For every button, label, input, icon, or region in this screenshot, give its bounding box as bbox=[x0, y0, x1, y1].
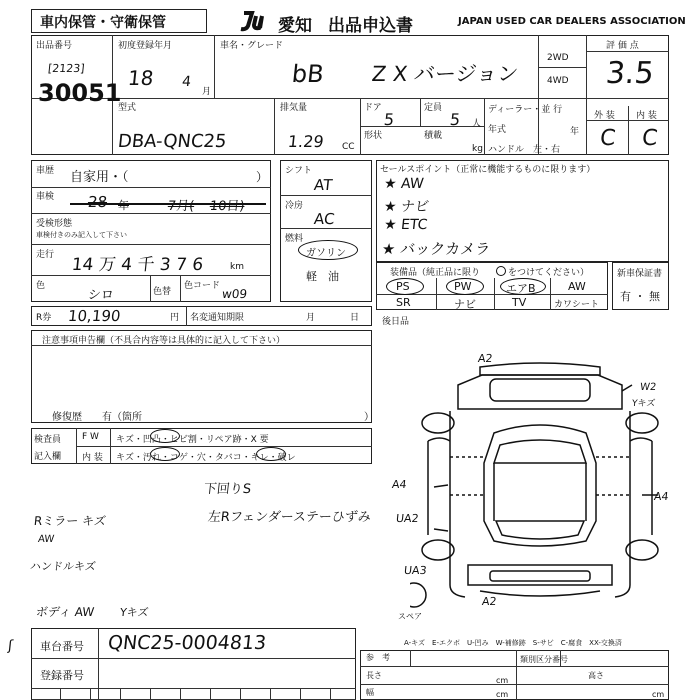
car-diagram bbox=[410, 345, 670, 615]
ext-int-div bbox=[628, 106, 629, 155]
shape-label: 形状 bbox=[364, 131, 383, 141]
dealer-parallel-label: ディーラー・並 行 bbox=[488, 105, 563, 115]
four-wd-label: 4WD bbox=[547, 76, 569, 86]
note-fender: 左Rフェンダーステーひずみ bbox=[207, 510, 372, 525]
mark-a2-top: A2 bbox=[477, 352, 494, 365]
dim-length-cm: cm bbox=[496, 676, 509, 685]
recycle-label: R券 bbox=[36, 313, 52, 323]
equipment-circle-icon bbox=[496, 266, 506, 276]
car-name-label: 車名・グレード bbox=[220, 41, 284, 51]
inspector-mid bbox=[76, 446, 372, 447]
warranty-options: 有 ・ 無 bbox=[620, 290, 660, 303]
color-div-2 bbox=[180, 275, 181, 302]
entry-col-label: 記入欄 bbox=[34, 452, 62, 462]
fuel-selected: ガソリン bbox=[306, 248, 346, 259]
shaken-year: 28 bbox=[87, 193, 109, 211]
chassis-label: 車台番号 bbox=[40, 640, 84, 653]
first-reg-label: 初度登録年月 bbox=[118, 41, 173, 51]
equip-pw: PW bbox=[454, 280, 472, 293]
hist-line-3 bbox=[31, 244, 271, 245]
mileage-value: 14 万 4 千 3 7 6 bbox=[70, 255, 205, 275]
color-label: 色 bbox=[36, 281, 46, 291]
note-aw: AW bbox=[37, 534, 55, 545]
fw-dent-circle bbox=[150, 429, 180, 443]
load-label: 積載 bbox=[424, 131, 443, 141]
equip-airbag: エアB bbox=[506, 282, 536, 295]
receive-form-label: 受検形態 bbox=[36, 219, 73, 229]
score-value: 3.5 bbox=[604, 56, 656, 91]
col-div-3 bbox=[538, 35, 539, 155]
cap-div bbox=[420, 98, 421, 126]
wd-divider bbox=[538, 67, 586, 68]
history-value: 自家用・（ bbox=[70, 170, 129, 185]
reg-no-label: 登録番号 bbox=[40, 669, 84, 682]
mark-a4-right: A4 bbox=[653, 490, 670, 503]
kg-label: kg bbox=[472, 144, 483, 154]
equip-div-2 bbox=[494, 278, 495, 310]
color-change-label: 色替 bbox=[153, 287, 172, 297]
exterior-grade: C bbox=[598, 126, 617, 151]
mark-ua3: UA3 bbox=[403, 564, 428, 577]
interior-label: 内 装 bbox=[636, 111, 657, 121]
shape-line bbox=[360, 126, 484, 127]
interior-items: キズ・汚れ・コゲ・穴・タバコ・キレ・破レ bbox=[116, 453, 296, 463]
cooler-label: 冷房 bbox=[285, 201, 304, 211]
note-y-scratch: Yキズ bbox=[119, 606, 150, 619]
ju-logo-icon bbox=[238, 10, 276, 32]
equip-navi: ナビ bbox=[454, 298, 476, 311]
col-div-2 bbox=[214, 35, 215, 98]
dim-line-1 bbox=[360, 666, 669, 667]
mark-ua2: UA2 bbox=[395, 512, 420, 525]
day-label: 日 bbox=[350, 313, 360, 323]
color-code-value: w09 bbox=[221, 287, 248, 301]
dim-height-label: 高さ bbox=[588, 671, 604, 680]
org-name: 愛知 bbox=[278, 16, 312, 36]
interior-grade: C bbox=[640, 126, 659, 151]
interior-row-label: 内 装 bbox=[82, 453, 103, 463]
top-row-divider bbox=[31, 98, 669, 99]
bottom-cell-1 bbox=[60, 688, 61, 700]
lot-prefix: [2123] bbox=[47, 62, 86, 75]
equipment-label-end: をつけてください） bbox=[508, 268, 590, 278]
score-label-line bbox=[586, 51, 669, 52]
car-name-value: bB bbox=[290, 60, 326, 88]
spare-label: スペア bbox=[398, 612, 422, 621]
bottom-cell-5 bbox=[180, 688, 181, 700]
shift-label: シフト bbox=[285, 166, 313, 176]
equip-ps: PS bbox=[396, 280, 410, 293]
recycle-div bbox=[186, 306, 187, 326]
grade-value: Z X バージョン bbox=[370, 62, 520, 86]
bottom-cell-2 bbox=[90, 688, 91, 700]
model-value: DBA-QNC25 bbox=[116, 131, 228, 152]
association-name: JAPAN USED CAR DEALERS ASSOCIATION bbox=[458, 16, 686, 27]
shaken-month: 7月( bbox=[167, 199, 195, 214]
bottom-cell-3 bbox=[120, 688, 121, 700]
cooler-value: AC bbox=[313, 210, 336, 228]
shaken-day: 10日) bbox=[209, 199, 246, 214]
selling-point-4: ★ バックカメラ bbox=[381, 240, 492, 258]
shift-line-1 bbox=[280, 195, 372, 196]
selling-point-2: ★ ナビ bbox=[383, 199, 430, 215]
inspector-label: 検査員 bbox=[34, 435, 62, 445]
recycle-yen: 円 bbox=[170, 313, 180, 323]
shaken-year-suffix: 年 bbox=[118, 199, 129, 212]
shaken-strike bbox=[70, 203, 266, 205]
selling-points-label: セールスポイント（正常に機能するものに限ります） bbox=[380, 165, 596, 175]
mark-y-scratch: Yキズ bbox=[631, 399, 656, 409]
interior-tobacco-circle bbox=[256, 447, 286, 461]
col-div-4 bbox=[586, 35, 587, 155]
name-change-label: 名変通知期限 bbox=[190, 313, 245, 323]
equip-sr: SR bbox=[396, 296, 411, 309]
equip-div-1 bbox=[436, 278, 437, 310]
equip-aw: AW bbox=[568, 280, 586, 293]
shift-line-2 bbox=[280, 228, 372, 229]
note-handle: ハンドルキズ bbox=[29, 560, 97, 573]
bottom-cell-8 bbox=[270, 688, 271, 700]
score-label: 評 価 点 bbox=[606, 41, 639, 51]
persons-label: 人 bbox=[472, 119, 482, 129]
color-div-1 bbox=[150, 275, 151, 302]
note-body-aw: ボディ AW bbox=[35, 605, 95, 619]
chassis-line-1 bbox=[31, 658, 356, 659]
doors-value: 5 bbox=[383, 110, 396, 129]
exterior-label: 外 装 bbox=[594, 111, 615, 121]
mileage-label: 走行 bbox=[36, 250, 55, 260]
lot-no-value: 30051 bbox=[38, 79, 122, 107]
note-mirror: Rミラー キズ bbox=[33, 514, 107, 528]
dim-div-1 bbox=[410, 650, 411, 666]
dim-height-cm: cm bbox=[652, 690, 665, 699]
fw-items: キズ・凹凸・ヒビ割・リペア跡・X 要 bbox=[116, 435, 269, 445]
repair-close: ） bbox=[364, 412, 374, 423]
new-warranty-label: 新車保証書 bbox=[617, 269, 663, 279]
fw-label: F W bbox=[82, 432, 99, 442]
dim-line-2 bbox=[360, 684, 669, 685]
equip-tv: TV bbox=[512, 296, 527, 309]
dim-length-label: 長さ bbox=[366, 671, 382, 680]
selling-point-3: ★ ETC bbox=[383, 217, 429, 233]
chassis-div bbox=[98, 628, 99, 700]
history-paren: ） bbox=[256, 170, 269, 184]
storage-label: 車内保管・守衛保管 bbox=[40, 15, 166, 31]
history-label: 車歴 bbox=[36, 166, 55, 176]
mark-a4-left: A4 bbox=[391, 478, 408, 491]
model-label: 型式 bbox=[118, 103, 137, 113]
fuel-other: 軽 油 bbox=[306, 270, 339, 283]
hist-line-4 bbox=[31, 275, 271, 276]
after-sale-label: 後日品 bbox=[382, 317, 410, 327]
year-suffix: 年 bbox=[570, 127, 580, 137]
dealer-div bbox=[484, 98, 485, 155]
color-code-label: 色コード bbox=[184, 281, 221, 291]
bottom-cell-7 bbox=[240, 688, 241, 700]
dim-width-cm: cm bbox=[496, 690, 509, 699]
dimensions-box bbox=[360, 650, 669, 700]
recycle-amount: 10,190 bbox=[67, 307, 122, 325]
selling-point-1: ★ AW bbox=[383, 176, 425, 192]
shift-value: AT bbox=[313, 176, 334, 194]
cc-label: CC bbox=[342, 142, 355, 152]
repair-history-label: 修復歴 有（箇所 bbox=[52, 412, 142, 423]
capacity-value: 5 bbox=[449, 110, 462, 129]
bottom-cell-9 bbox=[300, 688, 301, 700]
class-size-label: 類別区分番号 bbox=[520, 655, 568, 664]
dim-width-label: 幅 bbox=[366, 688, 374, 697]
two-wd-label: 2WD bbox=[547, 53, 569, 63]
interior-stain-circle bbox=[150, 447, 180, 461]
bottom-cell-10 bbox=[330, 688, 331, 700]
shaken-label: 車検 bbox=[36, 192, 55, 202]
hist-line-1 bbox=[31, 187, 271, 188]
notice-label: 注意事項申告欄（不具合内容等は具体的に記入して下さい） bbox=[42, 336, 286, 346]
handle-label: ハンドル 左・右 bbox=[488, 145, 561, 155]
mark-a2-bottom: A2 bbox=[481, 595, 498, 608]
mark-w2: W2 bbox=[639, 382, 657, 393]
check-mark-icon: ʃ bbox=[7, 638, 14, 654]
displacement-value: 1.29 bbox=[287, 132, 325, 151]
chassis-value: QNC25-0004813 bbox=[106, 632, 268, 654]
color-value: シロ bbox=[87, 288, 115, 303]
disp-div bbox=[274, 98, 275, 155]
km-label: km bbox=[230, 262, 244, 272]
damage-legend: A-キズ E-エクボ U-凹み W-補修跡 S-サビ C-腐食 XX-交換済 bbox=[404, 639, 622, 647]
fuel-label: 燃料 bbox=[285, 234, 304, 244]
dim-div-2 bbox=[516, 650, 517, 700]
month-label: 月 bbox=[306, 313, 316, 323]
chassis-line-2 bbox=[31, 688, 356, 689]
reg-month-value: 4 bbox=[181, 74, 192, 90]
equipment-label: 装備品（純正品に限り bbox=[390, 268, 481, 278]
bottom-cell-6 bbox=[210, 688, 211, 700]
lot-no-label: 出品番号 bbox=[36, 41, 73, 51]
inspector-div-1 bbox=[76, 428, 77, 464]
displacement-label: 排気量 bbox=[280, 103, 308, 113]
inspector-div-2 bbox=[110, 428, 111, 464]
receive-note: 車検付きのみ記入して下さい bbox=[36, 231, 127, 239]
capacity-label: 定員 bbox=[424, 103, 443, 113]
reg-month-suffix: 月 bbox=[202, 87, 212, 97]
ref-label: 参 考 bbox=[366, 653, 390, 662]
model-year-label: 年式 bbox=[488, 125, 507, 135]
reg-year-value: 18 bbox=[126, 66, 155, 90]
doors-label: ドア bbox=[364, 103, 382, 113]
equip-div-3 bbox=[550, 278, 551, 310]
bottom-cell-4 bbox=[150, 688, 151, 700]
note-underbody: 下回りS bbox=[203, 482, 252, 497]
equip-leather: カワシート bbox=[554, 300, 600, 310]
form-title: 出品申込書 bbox=[328, 16, 413, 36]
